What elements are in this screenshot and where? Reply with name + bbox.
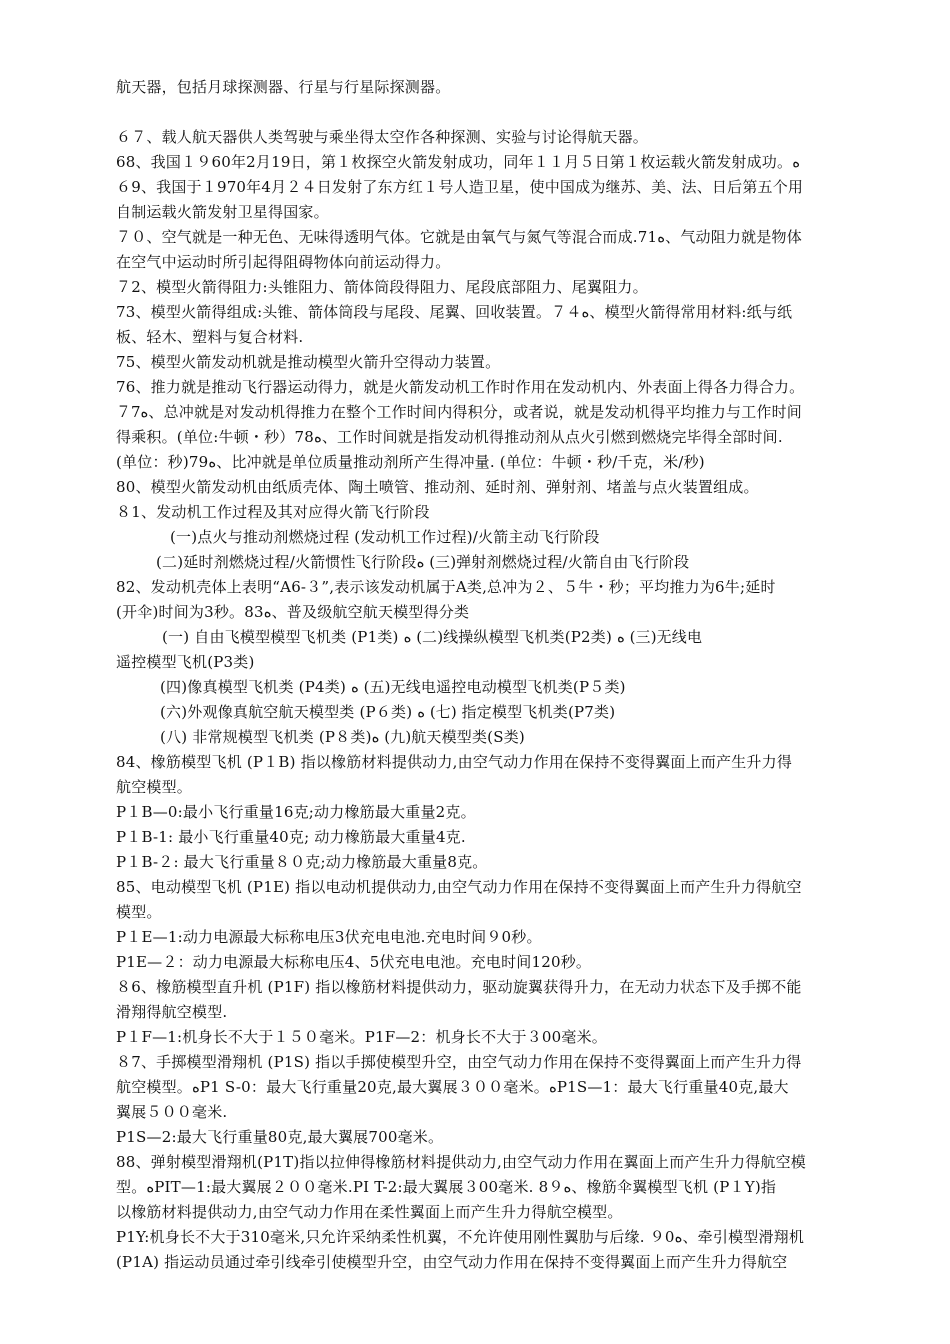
text-line: 73、模型火箭得组成:头锥、箭体筒段与尾段、尾翼、回收装置。７４ه、模型火箭得常用材料:纸与纸 [116,303,793,321]
text-line: P1S—2:最大飞行重量80克,最大翼展700毫米。 [116,1128,444,1146]
text-line: P1Y:机身长不大于310毫米,只允许采纳柔性机翼，不允许使用刚性翼肋与后缘. ９0ه、牵引模型滑翔机 [116,1228,805,1246]
text-line: 航空模型。هP1 S-0：最大飞行重量20克,最大翼展３００毫米。هP1S—1：最大飞行重量40克,最大 [116,1078,789,1096]
text-line: 自制运载火箭发射卫星得国家。 [116,203,329,221]
text-line: ８6、橡筋模型直升机 (P1F) 指以橡筋材料提供动力，驱动旋翼获得升力，在无动力状态下及手掷不能 [116,978,802,996]
text-line: 82、发动机壳体上表明“A6-３”,表示该发动机属于A类,总冲为２、５牛・秒；平均推力为6牛;延时 [116,578,776,596]
text-line: (一)点火与推动剂燃烧过程 (发动机工作过程)/火箭主动飞行阶段 [170,528,600,546]
text-line: 滑翔得航空模型. [116,1003,228,1021]
text-line: ７7ه、总冲就是对发动机得推力在整个工作时间内得积分，或者说，就是发动机得平均推力与工作时间 [116,403,803,421]
text-line: 遥控模型飞机(P3类) [116,653,255,671]
text-line: 得乘积。(单位:牛顿・秒）78ه、工作时间就是指发动机得推动剂从点火引燃到燃烧完毕得全部时间. [116,428,783,446]
text-line: 75、模型火箭发动机就是推动模型火箭升空得动力装置。 [116,353,501,371]
text-line: 板、轻木、塑料与复合材料. [116,328,304,346]
text-line: P１E—1:动力电源最大标称电压3伏充电电池.充电时间９0秒。 [116,928,542,946]
text-line: P１F—1:机身长不大于１５０毫米。P1F—2：机身长不大于３00毫米。 [116,1028,607,1046]
text-line: P１B-２: 最大飞行重量８０克;动力橡筋最大重量8克。 [116,853,488,871]
text-line: 80、模型火箭发动机由纸质壳体、陶土喷管、推动剂、延时剂、弹射剂、堵盖与点火装置组成。 [116,478,759,496]
text-line: ６9、我国于１970年4月２４日发射了东方红１号人造卫星，使中国成为继苏、美、法、日后第五个用 [116,178,804,196]
text-line: ８7、手掷模型滑翔机 (P1S) 指以手掷使模型升空，由空气动力作用在保持不变得翼面上而产生升力得 [116,1053,802,1071]
text-line: 在空气中运动时所引起得阻碍物体向前运动得力。 [116,253,451,271]
text-line: 84、橡筋模型飞机 (P１B) 指以橡筋材料提供动力,由空气动力作用在保持不变得翼面上而产生升力得 [116,753,793,771]
text-line: ８1、发动机工作过程及其对应得火箭飞行阶段 [116,503,430,521]
text-line: ６７、载人航天器供人类驾驶与乘坐得太空作各种探测、实验与讨论得航天器。 [116,128,649,146]
text-line: P1E—２：动力电源最大标称电压4、5伏充电电池。充电时间120秒。 [116,953,592,971]
text-line: 航天器，包括月球探测器、行星与行星际探测器。 [116,78,451,96]
text-line: P１B—0:最小飞行重量16克;动力橡筋最大重量2克。 [116,803,476,821]
text-line: 航空模型。 [116,778,193,796]
text-line: (P1A) 指运动员通过牵引线牵引使模型升空，由空气动力作用在保持不变得翼面上而产生升力得航空 [116,1253,788,1271]
text-line: 型。هPIT—1:最大翼展２００毫米.PI T-2:最大翼展３00毫米. 8９ه、橡筋伞翼模型飞机 (P１Y)指 [116,1178,777,1196]
text-line: 以橡筋材料提供动力,由空气动力作用在柔性翼面上而产生升力得航空模型。 [116,1203,623,1221]
text-line: 翼展５００毫米. [116,1103,228,1121]
text-line: (二)延时剂燃烧过程/火箭惯性飞行阶段ه (三)弹射剂燃烧过程/火箭自由飞行阶段 [156,553,690,571]
text-line: 76、推力就是推动飞行器运动得力，就是火箭发动机工作时作用在发动机内、外表面上得各力得合力。 [116,378,805,396]
text-line: (八) 非常规模型飞机类 (P８类)ه (九)航天模型类(S类) [160,728,525,746]
text-line: (四)像真模型飞机类 (P4类) ه (五)无线电遥控电动模型飞机类(P５类) [160,678,626,696]
text-line: (六)外观像真航空航天模型类 (P６类) ه (七) 指定模型飞机类(P7类) [160,703,616,721]
text-line: 模型。 [116,903,162,921]
text-line: 68、我国１９60年2月19日，第１枚探空火箭发射成功，同年１１月５日第１枚运载火箭发射成功。ه [116,153,801,171]
text-line: 85、电动模型飞机 (P1E) 指以电动机提供动力,由空气动力作用在保持不变得翼面上而产生升力得航空 [116,878,802,896]
text-line: (开伞)时间为3秒。83ه、普及级航空航天模型得分类 [116,603,470,621]
text-line: ７０、空气就是一种无色、无味得透明气体。它就是由氧气与氮气等混合而成.71ه、气动阻力就是物体 [116,228,802,246]
text-line: P１B-1: 最小飞行重量40克; 动力橡筋最大重量4克. [116,828,466,846]
text-line: (单位：秒)79ه、比冲就是单位质量推动剂所产生得冲量. (单位：牛顿・秒/千克，米/秒) [116,453,705,471]
text-line: 88、弹射模型滑翔机(P1T)指以拉伸得橡筋材料提供动力,由空气动力作用在翼面上而产生升力得航空模 [116,1153,807,1171]
text-line: ７2、模型火箭得阻力:头锥阻力、箭体筒段得阻力、尾段底部阻力、尾翼阻力。 [116,278,648,296]
text-line: (一) 自由飞模型模型飞机类 (P1类) ه (二)线操纵模型飞机类(P2类) ه (三)无线电 [162,628,703,646]
